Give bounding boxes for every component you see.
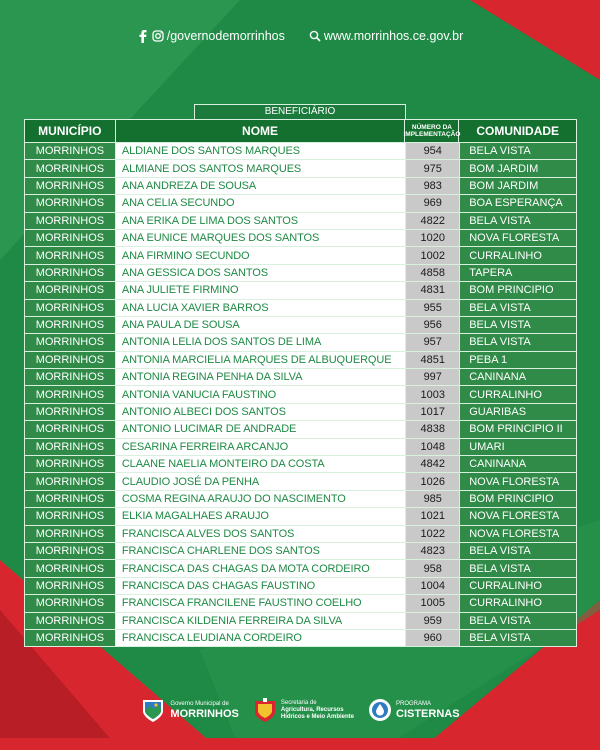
cell-comunidade: PEBA 1	[460, 352, 577, 368]
cell-nome: ANA ERIKA DE LIMA DOS SANTOS	[116, 213, 406, 229]
cell-numero: 969	[406, 195, 460, 211]
cell-comunidade: BELA VISTA	[460, 560, 577, 576]
table-row	[24, 317, 577, 334]
cell-numero: 960	[406, 630, 460, 646]
morrinhos-crest-icon	[140, 697, 166, 723]
cell-comunidade: BELA VISTA	[460, 630, 577, 646]
table-row	[24, 404, 577, 421]
cell-municipio: MORRINHOS	[25, 473, 116, 489]
social-handle[interactable]: /governodemorrinhos	[166, 29, 285, 43]
cell-comunidade: UMARI	[460, 439, 577, 455]
table-row	[24, 143, 577, 160]
cell-comunidade: NOVA FLORESTA	[460, 508, 577, 524]
cell-nome: ANA PAULA DE SOUSA	[116, 317, 406, 333]
cell-numero: 955	[406, 300, 460, 316]
cell-numero: 959	[406, 613, 460, 629]
footer-logos	[0, 690, 600, 730]
cell-nome: ANA EUNICE MARQUES DOS SANTOS	[116, 230, 406, 246]
table-row	[24, 421, 577, 438]
cell-nome: FRANCISCA DAS CHAGAS FAUSTINO	[116, 578, 406, 594]
cell-municipio: MORRINHOS	[25, 265, 116, 281]
cell-comunidade: BELA VISTA	[460, 213, 577, 229]
logo1-big-text: MORRINHOS	[170, 707, 239, 720]
table-row	[24, 508, 577, 525]
cell-comunidade: BELA VISTA	[460, 300, 577, 316]
cell-nome: ANA FIRMINO SECUNDO	[116, 247, 406, 263]
cell-municipio: MORRINHOS	[25, 334, 116, 350]
cell-nome: ANA CELIA SECUNDO	[116, 195, 406, 211]
cell-comunidade: NOVA FLORESTA	[460, 230, 577, 246]
logo-governo-morrinhos	[140, 697, 238, 723]
table-body	[24, 143, 577, 647]
cell-comunidade: BELA VISTA	[460, 143, 577, 159]
cell-numero: 956	[406, 317, 460, 333]
cell-comunidade: BOM JARDIM	[460, 178, 577, 194]
cell-municipio: MORRINHOS	[25, 160, 116, 176]
cell-municipio: MORRINHOS	[25, 543, 116, 559]
cell-numero: 1017	[406, 404, 460, 420]
cell-numero: 4858	[406, 265, 460, 281]
logo1-small-text: Governo Municipal de	[170, 700, 229, 707]
instagram-icon[interactable]	[152, 29, 164, 43]
cell-comunidade: BELA VISTA	[460, 613, 577, 629]
cell-numero: 4851	[406, 352, 460, 368]
cell-numero: 957	[406, 334, 460, 350]
social-bar	[0, 25, 600, 47]
logo3-small-text: PROGRAMA	[396, 700, 432, 707]
cell-municipio: MORRINHOS	[25, 317, 116, 333]
cell-municipio: MORRINHOS	[25, 230, 116, 246]
cell-municipio: MORRINHOS	[25, 491, 116, 507]
cell-nome: CLAANE NAELIA MONTEIRO DA COSTA	[116, 456, 406, 472]
cell-nome: CLAUDIO JOSÉ DA PENHA	[116, 473, 406, 489]
cell-nome: ALMIANE DOS SANTOS MARQUES	[116, 160, 406, 176]
cell-nome: ANTONIA LELIA DOS SANTOS DE LIMA	[116, 334, 406, 350]
cell-municipio: MORRINHOS	[25, 630, 116, 646]
cisternas-drop-icon	[368, 698, 392, 722]
cell-nome: FRANCISCA CHARLENE DOS SANTOS	[116, 543, 406, 559]
table-row	[24, 578, 577, 595]
cell-numero: 1021	[406, 508, 460, 524]
secretaria-crest-icon	[253, 697, 277, 723]
cell-numero: 4831	[406, 282, 460, 298]
cell-nome: COSMA REGINA ARAUJO DO NASCIMENTO	[116, 491, 406, 507]
cell-nome: ANTONIA VANUCIA FAUSTINO	[116, 386, 406, 402]
logo2-line1: Secretaria de	[280, 699, 317, 706]
cell-numero: 1048	[406, 439, 460, 455]
cell-nome: FRANCISCA FRANCILENE FAUSTINO COELHO	[116, 595, 406, 611]
cell-municipio: MORRINHOS	[25, 352, 116, 368]
table-row	[24, 178, 577, 195]
cell-comunidade: BOM JARDIM	[460, 160, 577, 176]
cell-numero: 1002	[406, 247, 460, 263]
cell-nome: FRANCISCA DAS CHAGAS DA MOTA CORDEIRO	[116, 560, 406, 576]
cell-comunidade: CURRALINHO	[460, 595, 577, 611]
cell-numero: 4822	[406, 213, 460, 229]
cell-municipio: MORRINHOS	[25, 578, 116, 594]
table-row	[24, 213, 577, 230]
cell-municipio: MORRINHOS	[25, 560, 116, 576]
table-row	[24, 473, 577, 490]
cell-municipio: MORRINHOS	[25, 213, 116, 229]
table-header	[24, 119, 577, 143]
table-row	[24, 526, 577, 543]
table-row	[24, 630, 577, 647]
cell-comunidade: GUARIBAS	[460, 404, 577, 420]
cell-comunidade: CANINANA	[460, 456, 577, 472]
col-header-nome: NOME	[116, 120, 406, 142]
cell-municipio: MORRINHOS	[25, 300, 116, 316]
cell-municipio: MORRINHOS	[25, 195, 116, 211]
cell-comunidade: CANINANA	[460, 369, 577, 385]
col-header-comunidade: COMUNIDADE	[476, 124, 560, 138]
logo2-line2: Agricultura, Recursos	[280, 706, 344, 713]
website-link[interactable]: www.morrinhos.ce.gov.br	[323, 29, 464, 43]
cell-nome: FRANCISCA LEUDIANA CORDEIRO	[116, 630, 406, 646]
cell-numero: 1003	[406, 386, 460, 402]
table-row	[24, 230, 577, 247]
cell-numero: 954	[406, 143, 460, 159]
cell-comunidade: TAPERA	[460, 265, 577, 281]
table-row	[24, 160, 577, 177]
cell-nome: FRANCISCA ALVES DOS SANTOS	[116, 526, 406, 542]
cell-municipio: MORRINHOS	[25, 508, 116, 524]
logo-programa-cisternas	[368, 698, 460, 722]
cell-municipio: MORRINHOS	[25, 282, 116, 298]
facebook-icon[interactable]	[137, 29, 149, 43]
cell-nome: ANTONIA REGINA PENHA DA SILVA	[116, 369, 406, 385]
cell-comunidade: BELA VISTA	[460, 317, 577, 333]
cell-numero: 1022	[406, 526, 460, 542]
table-row	[24, 386, 577, 403]
table-row	[24, 560, 577, 577]
cell-municipio: MORRINHOS	[25, 595, 116, 611]
table-row	[24, 369, 577, 386]
search-icon	[309, 29, 321, 43]
cell-numero: 4823	[406, 543, 460, 559]
cell-comunidade: CURRALINHO	[460, 578, 577, 594]
cell-comunidade: BOM PRINCIPIO II	[460, 421, 577, 437]
logo3-big-text: CISTERNAS	[396, 707, 460, 720]
cell-nome: ANTONIO ALBECI DOS SANTOS	[116, 404, 406, 420]
cell-comunidade: BOA ESPERANÇA	[460, 195, 577, 211]
cell-nome: ALDIANE DOS SANTOS MARQUES	[116, 143, 406, 159]
cell-municipio: MORRINHOS	[25, 369, 116, 385]
cell-numero: 985	[406, 491, 460, 507]
cell-nome: ELKIA MAGALHAES ARAUJO	[116, 508, 406, 524]
cell-municipio: MORRINHOS	[25, 439, 116, 455]
col-header-numero: NÚMERO DA IMPLEMENTAÇÃO	[405, 120, 459, 142]
cell-nome: ANA JULIETE FIRMINO	[116, 282, 406, 298]
table-row	[24, 352, 577, 369]
table-row	[24, 543, 577, 560]
cell-municipio: MORRINHOS	[25, 404, 116, 420]
table-row	[24, 595, 577, 612]
cell-municipio: MORRINHOS	[25, 386, 116, 402]
cell-municipio: MORRINHOS	[25, 526, 116, 542]
cell-municipio: MORRINHOS	[25, 456, 116, 472]
cell-municipio: MORRINHOS	[25, 247, 116, 263]
table-row	[24, 334, 577, 351]
logo-secretaria-agricultura	[253, 697, 354, 723]
cell-numero: 997	[406, 369, 460, 385]
cell-numero: 1004	[406, 578, 460, 594]
cell-nome: ANTONIO LUCIMAR DE ANDRADE	[116, 421, 406, 437]
cell-comunidade: NOVA FLORESTA	[460, 473, 577, 489]
cell-comunidade: BELA VISTA	[460, 543, 577, 559]
cell-nome: ANA LUCIA XAVIER BARROS	[116, 300, 406, 316]
table-row	[24, 265, 577, 282]
cell-numero: 1026	[406, 473, 460, 489]
table-row	[24, 247, 577, 264]
cell-municipio: MORRINHOS	[25, 143, 116, 159]
cell-numero: 1005	[406, 595, 460, 611]
cell-numero: 4842	[406, 456, 460, 472]
cell-municipio: MORRINHOS	[25, 613, 116, 629]
cell-numero: 4838	[406, 421, 460, 437]
table-row	[24, 282, 577, 299]
table-row	[24, 439, 577, 456]
cell-municipio: MORRINHOS	[25, 178, 116, 194]
cell-numero: 958	[406, 560, 460, 576]
cell-nome: ANA GESSICA DOS SANTOS	[116, 265, 406, 281]
table-row	[24, 613, 577, 630]
cell-municipio: MORRINHOS	[25, 421, 116, 437]
cell-comunidade: CURRALINHO	[460, 247, 577, 263]
table-row	[24, 491, 577, 508]
table-row	[24, 195, 577, 212]
cell-comunidade: CURRALINHO	[460, 386, 577, 402]
table-row	[24, 456, 577, 473]
table-row	[24, 300, 577, 317]
cell-nome: CESARINA FERREIRA ARCANJO	[116, 439, 406, 455]
col-header-municipio: MUNICÍPIO	[25, 120, 116, 142]
group-header-beneficiario: BENEFICIÁRIO	[194, 104, 406, 119]
cell-nome: ANTONIA MARCIELIA MARQUES DE ALBUQUERQUE	[116, 352, 406, 368]
cell-comunidade: BELA VISTA	[460, 334, 577, 350]
cell-nome: ANA ANDREZA DE SOUSA	[116, 178, 406, 194]
cell-comunidade: BOM PRINCIPIO	[460, 491, 577, 507]
cell-nome: FRANCISCA KILDENIA FERREIRA DA SILVA	[116, 613, 406, 629]
logo2-line3: Hídricos e Meio Ambiente	[280, 713, 354, 720]
cell-comunidade: BOM PRINCIPIO	[460, 282, 577, 298]
cell-comunidade: NOVA FLORESTA	[460, 526, 577, 542]
cell-numero: 975	[406, 160, 460, 176]
cell-numero: 983	[406, 178, 460, 194]
cell-numero: 1020	[406, 230, 460, 246]
